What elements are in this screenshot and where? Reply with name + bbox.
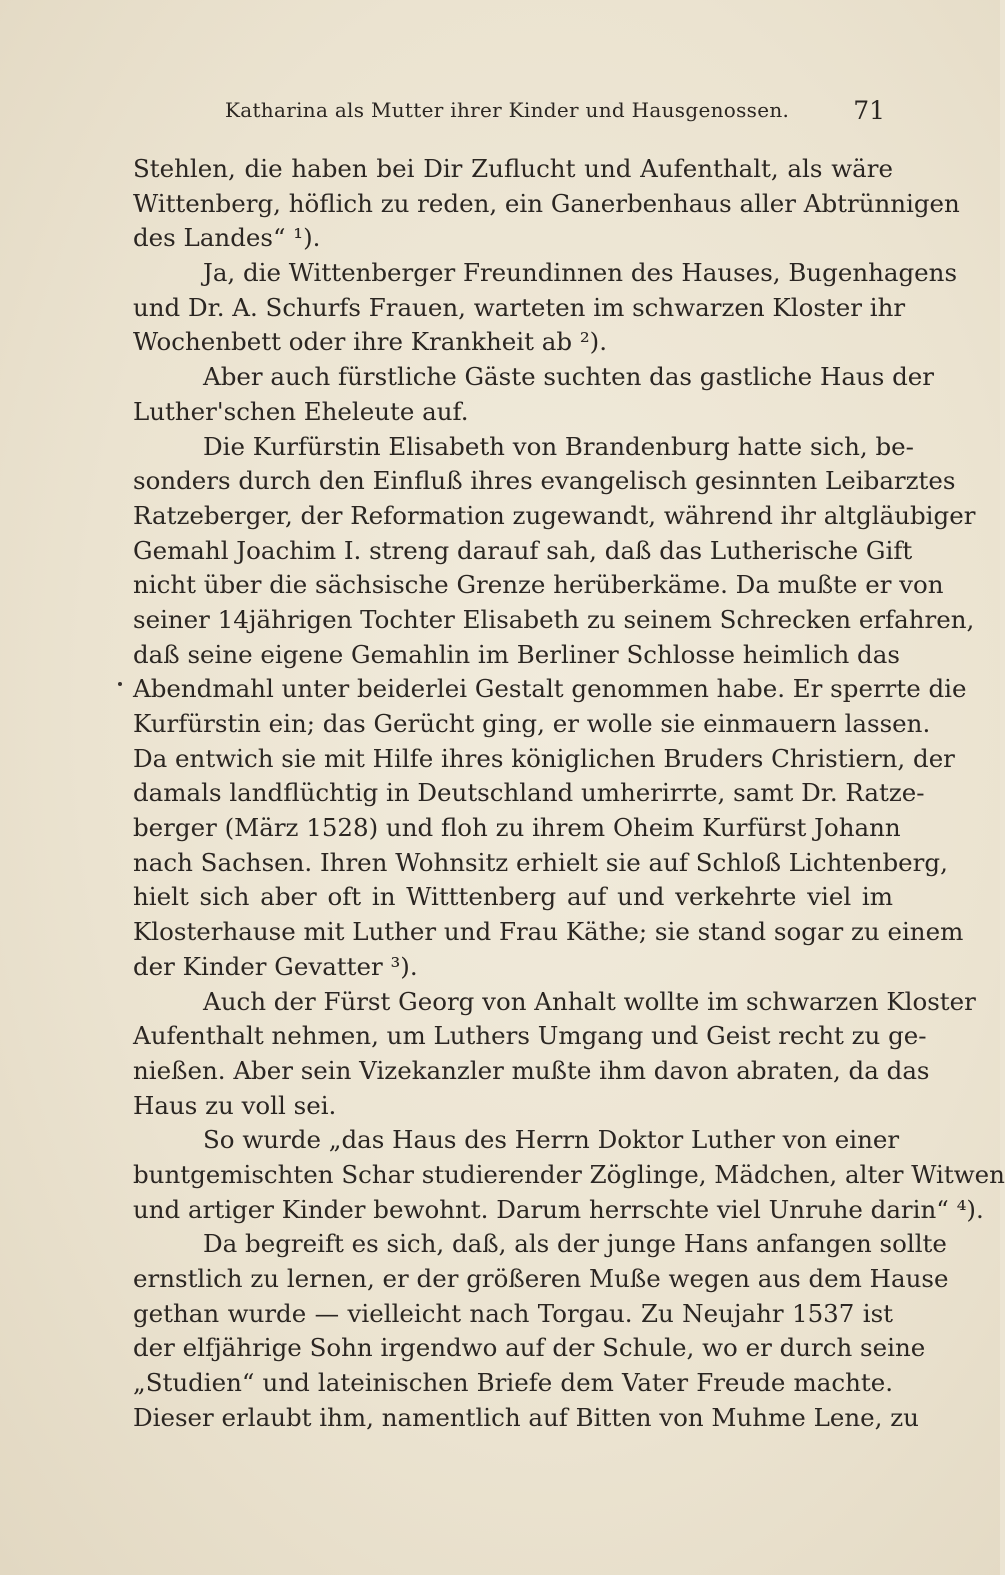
text-line: Da begreift es sich, daß, als der junge Hans anfangen sollte [203,1229,947,1259]
text-line: Klosterhause mit Luther und Frau Käthe; sie stand sogar zu einem [133,917,964,947]
text-line: So wurde „das Haus des Herrn Doktor Luther von einer [203,1125,900,1155]
body-text [133,152,1005,1432]
text-line: und Dr. A. Schurfs Frauen, warteten im schwarzen Kloster ihr [133,292,906,322]
text-line: und artiger Kinder bewohnt. Darum herrschte viel Unruhe darin“ ⁴). [133,1194,984,1224]
page-number: 71 [853,96,885,125]
running-head: Katharina als Mutter ihrer Kinder und Hausgenossen. [225,98,790,122]
text-line: Luther'schen Eheleute auf. [133,396,469,426]
text-line: Gemahl Joachim I. streng darauf sah, daß das Lutherische Gift [133,535,913,565]
margin-speck [118,682,122,686]
text-line: hielt sich aber oft in Witttenberg auf und verkehrte viel im [133,882,893,912]
text-line: Da entwich sie mit Hilfe ihres königlichen Bruders Christiern, der [133,743,955,773]
text-line: ernstlich zu lernen, er der größeren Muße wegen aus dem Hause [133,1264,949,1293]
text-line: des Landes“ ¹). [133,223,321,253]
text-line: Aber auch fürstliche Gäste suchten das gastliche Haus der [203,362,934,392]
text-line: Die Kurfürstin Elisabeth von Brandenburg hatte sich, be- [203,431,914,461]
text-line: der Kinder Gevatter ³). [133,951,418,981]
text-line: „Studien“ und lateinischen Briefe dem Vater Freude machte. [133,1368,893,1398]
text-line: Haus zu voll sei. [133,1090,337,1120]
text-line: buntgemischten Schar studierender Zöglinge, Mädchen, alter Witwen [133,1159,1005,1189]
text-line: berger (März 1528) und floh zu ihrem Oheim Kurfürst Johann [133,813,901,843]
text-line: Wochenbett oder ihre Krankheit ab ²). [133,327,607,357]
page-header [225,96,885,132]
text-line: daß seine eigene Gemahlin im Berliner Schlosse heimlich das [133,639,900,669]
text-line: Auch der Fürst Georg von Anhalt wollte im schwarzen Kloster [203,986,976,1016]
text-line: Stehlen, die haben bei Dir Zuflucht und Aufenthalt, als wäre [133,154,893,183]
text-line: der elfjährige Sohn irgendwo auf der Schule, wo er durch seine [133,1333,926,1363]
text-line: Ja, die Wittenberger Freundinnen des Hauses, Bugenhagens [203,258,958,288]
text-line: Abendmahl unter beiderlei Gestalt genommen habe. Er sperrte die [133,674,967,704]
text-line: Wittenberg, höflich zu reden, ein Ganerbenhaus aller Abtrünnigen [133,188,960,218]
text-line: seiner 14jährigen Tochter Elisabeth zu seinem Schrecken erfahren, [133,604,975,634]
text-line: damals landflüchtig in Deutschland umherirrte, samt Dr. Ratze- [133,778,925,808]
text-line: Aufenthalt nehmen, um Luthers Umgang und Geist recht zu ge- [133,1021,927,1051]
text-line: nießen. Aber sein Vizekanzler mußte ihm davon abraten, da das [133,1055,930,1085]
text-line: sonders durch den Einfluß ihres evangelisch gesinnten Leibarztes [133,466,956,496]
text-line: Dieser erlaubt ihm, namentlich auf Bitten von Muhme Lene, zu [133,1402,919,1432]
text-line: Ratzeberger, der Reformation zugewandt, während ihr altgläubiger [133,500,976,530]
text-line: Kurfürstin ein; das Gerücht ging, er wolle sie einmauern lassen. [133,709,931,738]
text-line: nach Sachsen. Ihren Wohnsitz erhielt sie auf Schloß Lichtenberg, [133,847,948,877]
text-line: gethan wurde — vielleicht nach Torgau. Zu Neujahr 1537 ist [133,1298,893,1328]
text-line: nicht über die sächsische Grenze herüberkäme. Da mußte er von [133,570,944,600]
